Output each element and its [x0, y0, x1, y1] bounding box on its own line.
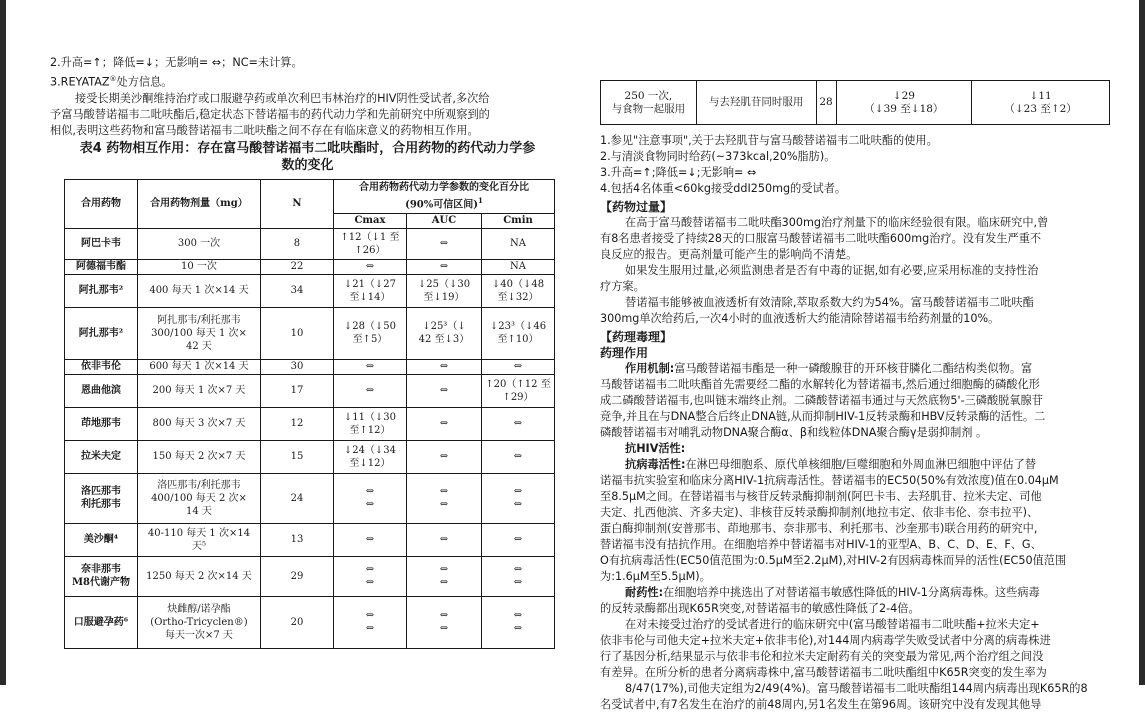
cell-cmax: ↑12（↓1 至 ↑26） — [333, 228, 406, 259]
cell-cmax: ⇔ ⇔ — [333, 596, 406, 648]
page-edge-right — [1139, 0, 1145, 685]
cell-dose: 洛匹那韦/利托那韦 400/100 每天 2 次× 14 天 — [137, 473, 260, 523]
paragraph-line: 夫定、扎西他滨、齐多夫定)、非核苷反转录酶抑制剂(地拉韦定、依非韦伦、奈韦拉平)、 — [600, 506, 1039, 519]
page-edge-left — [0, 0, 6, 685]
left-column — [50, 0, 565, 685]
cell-drug: 洛匹那韦 利托那韦 — [65, 473, 138, 523]
cell-auc: ⇔ ⇔ — [406, 596, 481, 648]
table-cell: 250 一次, 与食物一起服用 — [601, 81, 697, 125]
right-column — [600, 0, 1110, 711]
table-row — [65, 473, 555, 523]
table-cell: ↓29 （↓39 至↓18） — [836, 81, 972, 125]
header-n: N — [260, 179, 333, 228]
cell-dose: 阿扎那韦/利托那韦 300/100 每天 1 次× 42 天 — [137, 307, 260, 359]
paragraph-line: 抗病毒活性:在淋巴母细胞系、原代单核细胞/巨噬细胞和外周血淋巴细胞中评估了替 — [625, 458, 1037, 471]
cell-n: 10 — [260, 307, 333, 359]
cell-drug: 拉米夫定 — [65, 440, 138, 473]
paragraph-line: O有抗病毒活性(EC50值范围为:0.5μM至2.2μM),对HIV-2有因病毒株而异的活性(EC50值范围 — [600, 554, 1067, 567]
footnote-3: 3.REYATAZ®处方信息。 — [50, 75, 173, 89]
cell-auc: ⇔ — [406, 228, 481, 259]
paragraph-line: 予富马酸替诺福韦二吡呋酯后,稳定状态下替诺福韦的药代动力学和先前研究中所观察到的 — [50, 107, 490, 121]
cell-n: 12 — [260, 407, 333, 440]
table-row — [65, 228, 555, 259]
note-line: 1.参见"注意事项",关于去羟肌苷与富马酸替诺福韦二吡呋酯的使用。 — [600, 134, 938, 147]
header-cmin: Cmin — [481, 213, 554, 228]
cell-cmax: ⇔ ⇔ — [333, 556, 406, 596]
cell-cmax: ⇔ — [333, 523, 406, 556]
cell-dose: 10 一次 — [137, 259, 260, 274]
table-row — [65, 259, 555, 274]
drug-interaction-table — [64, 179, 555, 649]
cell-n: 13 — [260, 523, 333, 556]
paragraph-line: 马酸替诺福韦二吡呋酯首先需要经二酯的水解转化为替诺福韦,然后通过细胞酶的磷酸化形 — [600, 378, 1040, 391]
cell-drug: 阿扎那韦² — [65, 274, 138, 307]
cell-cmax: ↓24（↓34 至↓12） — [333, 440, 406, 473]
paragraph-line: 作用机制:富马酸替诺福韦酯是一种一磷酸腺苷的开环核苷膦化二酯结构类似物。富 — [625, 362, 1033, 375]
paragraph-line: 依非韦伦与司他夫定+拉米夫定+依非韦伦),对144周内病毒学失败受试者中分离的病毒株进 — [600, 634, 1051, 647]
footnote-2: 2.升高=↑；降低=↓；无影响= ⇔；NC=未计算。 — [50, 56, 303, 69]
paragraph-line: 蛋白酶抑制剂(安普那韦、茚地那韦、奈非那韦、利托那韦、沙奎那韦)联合用药的研究中, — [600, 522, 1038, 535]
cell-n: 34 — [260, 274, 333, 307]
header-cmax: Cmax — [333, 213, 406, 228]
cell-cmax: ⇔ — [333, 359, 406, 374]
paragraph-line: 在对未接受过治疗的受试者进行的临床研究中(富马酸替诺福韦二吡呋酯+拉米夫定+ — [625, 618, 1040, 631]
cell-auc: ⇔ ⇔ — [406, 556, 481, 596]
cell-auc: ⇔ — [406, 440, 481, 473]
paragraph-line: 磷酸替诺福韦对哺乳动物DNA聚合酶α、β和线粒体DNA聚合酶γ是弱抑制剂 。 — [600, 426, 988, 439]
cell-dose: 200 每天 1 次×7 天 — [137, 374, 260, 407]
paragraph-line: 300mg单次给药后,一次4小时的血液透析大约能清除替诺福韦给药剂量的10%。 — [600, 312, 1000, 325]
paragraph-line: 竞争,并且在与DNA整合后终止DNA链,从而抑制HIV-1反转录酶和HBV反转录酶的活性。二 — [600, 410, 1046, 423]
cell-n: 29 — [260, 556, 333, 596]
table-title: 表4 药物相互作用：存在富马酸替诺福韦二吡呋酯时，合用药物的药代动力学参 数的变化 — [79, 140, 536, 173]
paragraph-line: 名受试者中,有7名发生在治疗的前48周内,另1名发生在第96周。该研究中没有发现其他导 — [600, 698, 1042, 711]
cell-cmin: NA — [481, 259, 554, 274]
paragraph-line: 为:1.6μM至5.5μM)。 — [600, 570, 711, 583]
paragraph-line: 相似,表明这些药物和富马酸替诺福韦二吡呋酯之间不存在有临床意义的药物相互作用。 — [50, 123, 479, 137]
header-change: 合用药物药代动力学参数的变化百分比 (90%可信区间)$^1$ — [333, 179, 554, 213]
paragraph-line: 的反转录酶都出现K65R突变,对替诺福韦的敏感性降低了2-4倍。 — [600, 602, 920, 615]
cell-n: 24 — [260, 473, 333, 523]
cell-cmin: ⇔ — [481, 407, 554, 440]
cell-cmax: ↓21（↓27 至↓14） — [333, 274, 406, 307]
table-row — [65, 407, 555, 440]
paragraph-line: 有差异。在所分析的患者分离病毒株中,富马酸替诺福韦二吡呋酯组中K65R突变的发生率为 — [600, 666, 1047, 679]
paragraph-line: 在高于富马酸替诺福韦二吡呋酯300mg治疗剂量下的临床经验很有限。临床研究中,曾 — [625, 216, 1049, 229]
subheading-anti-hiv: 抗HIV活性: — [625, 442, 686, 455]
cell-cmin: ↓23³（↓46 至↑10） — [481, 307, 554, 359]
paragraph-line: 耐药性:在细胞培养中挑选出了对替诺福韦敏感性降低的HIV-1分离病毒株。这些病毒 — [625, 586, 1040, 599]
note-line: 3.升高=↑;降低=↓;无影响= ⇔ — [600, 166, 757, 179]
cell-auc: ⇔ ⇔ — [406, 473, 481, 523]
table-row — [65, 274, 555, 307]
cell-cmax: ↓11（↓30 至↑12） — [333, 407, 406, 440]
cell-cmax: ⇔ — [333, 259, 406, 274]
cell-n: 22 — [260, 259, 333, 274]
cell-cmin: ↑20（↑12 至 ↑29） — [481, 374, 554, 407]
paragraph-line: 有8名患者接受了持续28天的口服富马酸替诺福韦二吡呋酯600mg治疗。没有发生严重不 — [600, 232, 1042, 245]
cell-cmax: ⇔ ⇔ — [333, 473, 406, 523]
cell-n: 20 — [260, 596, 333, 648]
table-row — [65, 374, 555, 407]
paragraph-line: 疗方案。 — [600, 280, 645, 293]
header-dose: 合用药物剂量（mg） — [137, 179, 260, 228]
cell-dose: 600 每天 1 次×14 天 — [137, 359, 260, 374]
cell-dose: 1250 每天 2 次×14 天 — [137, 556, 260, 596]
cell-drug: 依非韦伦 — [65, 359, 138, 374]
cell-auc: ↓25³（↓ 42 至↓3） — [406, 307, 481, 359]
cell-cmin: ⇔ — [481, 359, 554, 374]
cell-cmin: ⇔ ⇔ — [481, 596, 554, 648]
cell-drug: 茚地那韦 — [65, 407, 138, 440]
cell-cmin: ⇔ ⇔ — [481, 473, 554, 523]
paragraph-line: 8/47(17%),司他夫定组为2/49(4%)。富马酸替诺福韦二吡呋酯组144周内病毒出现K65R的8 — [625, 682, 1088, 695]
cell-drug: 美沙酮⁴ — [65, 523, 138, 556]
note-line: 4.包括4名体重<60kg接受ddI250mg的受试者。 — [600, 182, 847, 195]
cell-n: 15 — [260, 440, 333, 473]
cell-auc: ⇔ — [406, 523, 481, 556]
paragraph-line: 至8.5μM之间。在替诺福韦与核苷反转录酶抑制剂(阿巴卡韦、去羟肌苷、拉米夫定、司他 — [600, 490, 1042, 503]
cell-auc: ⇔ — [406, 374, 481, 407]
table-cell: 与去羟肌苷同时服用 — [696, 81, 816, 125]
cell-drug: 口服避孕药⁶ — [65, 596, 138, 648]
table-row — [65, 596, 555, 648]
cell-drug: 阿德福韦酯 — [65, 259, 138, 274]
cell-cmin: ⇔ — [481, 523, 554, 556]
cell-n: 30 — [260, 359, 333, 374]
paragraph-line: 成二磷酸替诺福韦,也叫链末端终止剂。二磷酸替诺福韦通过与天然底物5'-三磷酸脱氧腺苷 — [600, 394, 1043, 407]
cell-auc: ⇔ — [406, 359, 481, 374]
cell-dose: 40-110 每天 1 次×14 天⁵ — [137, 523, 260, 556]
cell-auc: ↓25（↓30 至↓19） — [406, 274, 481, 307]
continued-table — [600, 80, 1110, 125]
cell-cmin: ↓40（↓48 至↓32） — [481, 274, 554, 307]
paragraph-line: 诺福韦抗实验室和临床分离HIV-1抗病毒活性。替诺福韦的EC50(50%有效浓度)值在0.04μM — [600, 474, 1059, 487]
table-row — [65, 307, 555, 359]
table-row — [65, 556, 555, 596]
cell-cmin: NA — [481, 228, 554, 259]
table-row — [65, 523, 555, 556]
header-auc: AUC — [406, 213, 481, 228]
cell-cmin: ⇔ ⇔ — [481, 556, 554, 596]
paragraph-line: 如果发生服用过量,必须监测患者是否有中毒的证据,如有必要,应采用标准的支持性治 — [625, 264, 1039, 277]
cell-dose: 150 每天 2 次×7 天 — [137, 440, 260, 473]
paragraph-line: 良反应的报告。更高剂量可能产生的影响尚不清楚。 — [600, 248, 858, 261]
cell-cmax: ⇔ — [333, 374, 406, 407]
cell-n: 8 — [260, 228, 333, 259]
cell-drug: 恩曲他滨 — [65, 374, 138, 407]
table-cell: ↓11 （↓23 至↑2） — [972, 81, 1110, 125]
cell-dose: 炔雌醇/诺孕酯 (Ortho-Tricyclen®) 每天一次×7 天 — [137, 596, 260, 648]
section-heading-overdose: 【药物过量】 — [600, 200, 673, 214]
header-drug: 合用药物 — [65, 179, 138, 228]
table-row — [65, 359, 555, 374]
cell-drug: 阿巴卡韦 — [65, 228, 138, 259]
cell-dose: 300 一次 — [137, 228, 260, 259]
cell-cmin: ⇔ — [481, 440, 554, 473]
section-heading-pharmacology: 【药理毒理】 — [600, 330, 673, 344]
table-cell: 28 — [816, 81, 836, 125]
cell-drug: 奈非那韦 M8代谢产物 — [65, 556, 138, 596]
cell-drug: 阿扎那韦² — [65, 307, 138, 359]
cell-dose: 400 每天 1 次×14 天 — [137, 274, 260, 307]
paragraph-line: 接受长期美沙酮维持治疗或口服避孕药或单次利巴韦林治疗的HIV阴性受试者,多次给 — [75, 91, 490, 105]
cell-auc: ⇔ — [406, 407, 481, 440]
cell-dose: 800 每天 3 次×7 天 — [137, 407, 260, 440]
cell-auc: ⇔ — [406, 259, 481, 274]
subheading-pharmacology-action: 药理作用 — [600, 346, 649, 360]
paragraph-line: 行了基因分析,结果显示与依非韦伦和拉米夫定耐药有关的突变最为常见,两个治疗组之间没 — [600, 650, 1044, 663]
paragraph-line: 替诺福韦没有拮抗作用。在细胞培养中替诺福韦对HIV-1的亚型A、B、C、D、E、F、G、 — [600, 538, 1042, 551]
cell-cmax: ↓28（↓50 至↑5） — [333, 307, 406, 359]
cell-n: 17 — [260, 374, 333, 407]
table-row — [65, 440, 555, 473]
note-line: 2.与清淡食物同时给药(~373kcal,20%脂肪)。 — [600, 150, 836, 163]
paragraph-line: 替诺福韦能够被血液透析有效清除,萃取系数大约为54%。富马酸替诺福韦二吡呋酯 — [625, 296, 1034, 309]
